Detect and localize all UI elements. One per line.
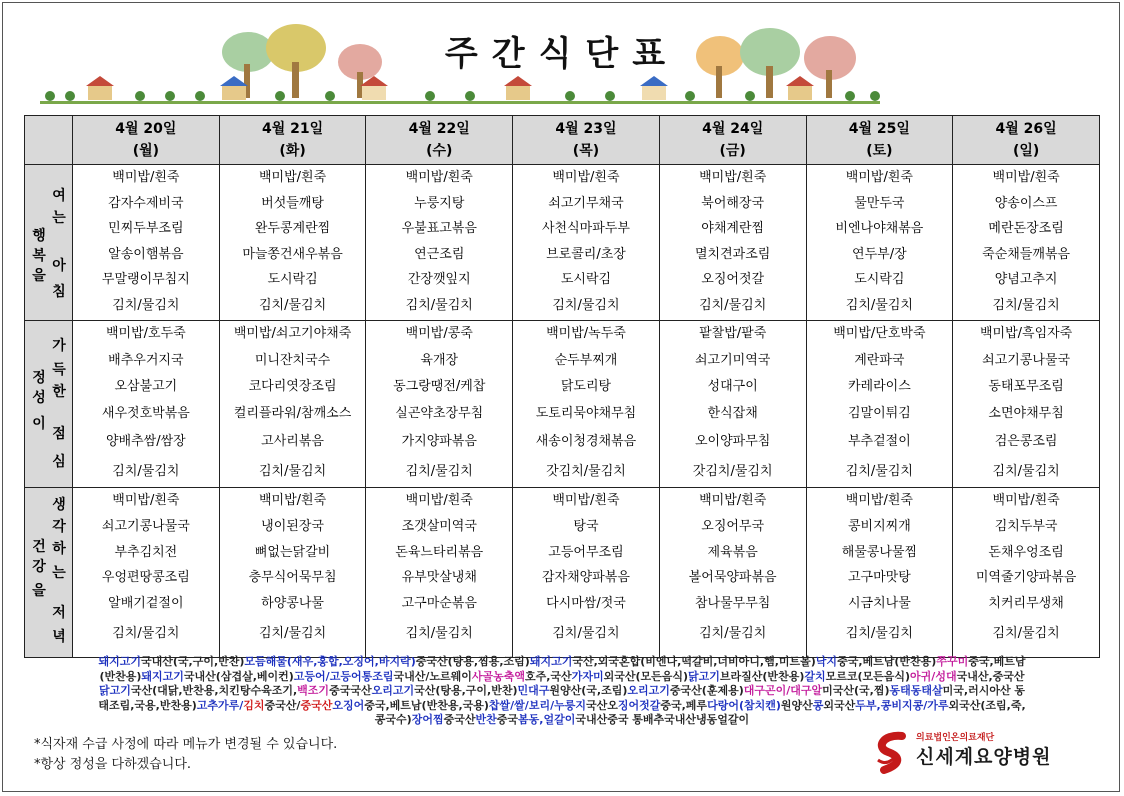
origin-segment: 국산(탕용,구이,반찬) (414, 684, 518, 697)
menu-cell: 백미밥/호두죽 배추우거지국 오삼불고기 새우젓호박볶음 양배추쌈/쌈장 김치/물김치 (73, 321, 220, 488)
menu-cell: 백미밥/흰죽 북어해장국 야채계란찜 멸치견과조림 오징어젓갈 김치/물김치 (659, 165, 806, 321)
origin-segment: 중국,베트남(반찬용) (837, 655, 937, 668)
day-header: 4월 22일 (수) (366, 116, 513, 165)
menu-cell: 백미밥/흰죽 김치두부국 돈채우엉조림 미역줄기양파볶음 치커리무생채 김치/물김치 (953, 488, 1100, 658)
origin-segment: 외국산(모든음식) (603, 669, 689, 683)
menu-cell: 백미밥/흑임자죽 쇠고기콩나물국 동태포무조림 소면야채무침 검은콩조림 김치/물김치 (953, 321, 1100, 488)
menu-cell: 백미밥/흰죽 탕국 고등어무조림 감자채양파볶음 다시마쌈/젓국 김치/물김치 (513, 488, 660, 658)
origin-segment: 쭈꾸미 (936, 655, 969, 668)
origin-segment: 장어찜 (411, 713, 444, 726)
day-header-row (25, 116, 1100, 165)
origin-segment: 닭고기 (688, 669, 720, 683)
origin-line (20, 699, 1104, 714)
breakfast-row (25, 165, 1100, 321)
hospital-logo-icon (872, 730, 912, 774)
origin-segment: 모듬해물(새우,홍합,오징어,바지락) (244, 655, 416, 668)
origin-segment: 콩국수) (374, 713, 412, 726)
lunch-row (25, 321, 1100, 488)
origin-segment: 찹쌀/쌀/보리/누룽지 (488, 698, 586, 712)
origin-segment: 반찬 (475, 713, 497, 726)
dinner-row (25, 488, 1100, 658)
menu-cell: 백미밥/흰죽 누룽지탕 우불표고볶음 연근조림 간장깻잎지 김치/물김치 (366, 165, 513, 321)
origin-segment: 미국산(국,찜) (822, 684, 890, 697)
origin-segment: 동태동태살 (889, 684, 943, 697)
origin-segment: 오리고기 (371, 684, 415, 697)
origin-line (20, 655, 1104, 670)
origin-segment: 국산,외국혼합(비엔나,떡갈비,너비아니,햄,미트볼) (572, 655, 816, 668)
origin-segment: 대구곤이/대구알 (743, 684, 823, 697)
day-header: 4월 20일 (월) (73, 116, 220, 165)
origin-segment: 중국산(훈제용) (669, 684, 744, 697)
menu-cell: 백미밥/흰죽 오징어무국 제육볶음 볼어묵양파볶음 참나물무무침 김치/물김치 (659, 488, 806, 658)
origin-segment: 모르코(모든음식) (825, 669, 911, 683)
origin-segment: 징어젓갈 (617, 698, 661, 712)
menu-cell: 백미밥/쇠고기야채죽 미니잔치국수 코다리엿장조림 컬리플라워/참깨소스 고사리볶음 김치/물김치 (219, 321, 366, 488)
day-header: 4월 23일 (목) (513, 116, 660, 165)
note-line: *식자재 수급 사정에 따라 메뉴가 변경될 수 있습니다. (34, 737, 338, 752)
menu-cell: 백미밥/콩죽 육개장 동그랑땡전/케찹 실곤약초장무침 가지양파볶음 김치/물김치 (366, 321, 513, 488)
origin-segment: 국내산(삼겹살,베이컨) (183, 669, 294, 683)
notes (34, 735, 337, 775)
origin-segment: 낙지 (815, 655, 838, 668)
origin-segment: 미국,러시아산 동 (942, 684, 1026, 697)
origin-segment: 김치 (243, 698, 265, 712)
origin-segment: 민대구 (517, 684, 550, 697)
weekly-menu-table (24, 115, 1100, 658)
origin-segment: 국산오 (585, 698, 618, 712)
origin-segment: 콩 (812, 698, 824, 712)
origin-segment: 중국산 (300, 698, 333, 712)
origin-info (20, 655, 1104, 728)
origin-segment: 돼지고기 (98, 655, 141, 668)
menu-cell: 백미밥/흰죽 조갯살미역국 돈육느타리볶음 유부맛살냉채 고구마순볶음 김치/물김치 (366, 488, 513, 658)
origin-segment: 중국,베트남(반찬용,국용) (364, 698, 489, 712)
origin-segment: 태조림,국용,반찬용) (98, 698, 197, 712)
origin-segment: 돼지고기 (529, 655, 573, 668)
day-header: 4월 25일 (토) (806, 116, 953, 165)
menu-cell: 백미밥/흰죽 냉이된장국 뼈없는닭갈비 충무식어묵무침 하양콩나물 김치/물김치 (219, 488, 366, 658)
origin-segment: 다랑어(참치캔) (707, 698, 781, 712)
origin-segment: 브라질산(반찬용) (719, 669, 805, 683)
origin-segment: 호주,국산 (525, 669, 572, 683)
origin-segment: 오리고기 (627, 684, 670, 697)
origin-segment: 돼지고기 (141, 669, 184, 683)
origin-segment: 중국국산 (329, 684, 372, 697)
origin-segment: 국내산/노르웨이 (393, 669, 472, 683)
page-title: 주간식단표 (444, 34, 680, 74)
hospital-logo (872, 730, 1062, 774)
origin-segment: 국내산(국,구이,반찬) (140, 655, 245, 668)
origin-segment: 갈치 (804, 669, 826, 683)
origin-segment: 오징어 (332, 698, 365, 712)
menu-cell: 백미밥/흰죽 쇠고기콩나물국 부추김치전 우엉편땅콩조림 알배기겉절이 김치/물김치 (73, 488, 220, 658)
menu-cell: 백미밥/녹두죽 순두부찌개 닭도리탕 도토리묵야채무침 새송이청경채볶음 갓김치/물김치 (513, 321, 660, 488)
origin-segment: 중국,베트남 (968, 655, 1026, 668)
origin-line (20, 670, 1104, 685)
origin-segment: 국내산중국 통배추국내산냉동얼갈이 (575, 713, 750, 726)
menu-cell: 백미밥/흰죽 양송이스프 메란돈장조림 죽순채들깨볶음 양념고추지 김치/물김치 (953, 165, 1100, 321)
origin-segment: 아귀/성대 (910, 669, 957, 683)
menu-cell: 팥찰밥/팥죽 쇠고기미역국 성대구이 한식잡채 오이양파무침 갓김치/물김치 (659, 321, 806, 488)
origin-segment: 백조기 (297, 684, 330, 697)
origin-segment: 봄동,얼갈이 (518, 713, 576, 726)
day-header: 4월 21일 (화) (219, 116, 366, 165)
origin-line (20, 713, 1104, 728)
origin-segment: 원양산(국,조림) (549, 684, 628, 697)
origin-segment: 두부,콩비지콩/가루 (855, 698, 949, 712)
menu-cell: 백미밥/흰죽 감자수제비국 민찌두부조림 알송이햄볶음 무말랭이무침지 김치/물김치 (73, 165, 220, 321)
note-line: *항상 정성을 다하겠습니다. (34, 757, 192, 772)
menu-cell: 백미밥/흰죽 쇠고기무채국 사천식마파두부 브로콜리/초장 도시락김 김치/물김치 (513, 165, 660, 321)
origin-segment: 국내산,중국산 (956, 669, 1025, 683)
origin-segment: 외국산(조림,죽, (948, 698, 1026, 712)
meal-label-breakfast: 행 복 을 여 는 아 침 (25, 165, 73, 321)
origin-segment: (반찬용) (99, 669, 142, 683)
hospital-org: 의료법인온의료재단 (916, 733, 995, 743)
origin-segment: 중국,페루 (660, 698, 708, 712)
day-header: 4월 24일 (금) (659, 116, 806, 165)
origin-segment: 고등어/고등어통조림 (293, 669, 394, 683)
origin-segment: 중국산(탕용,찜용,조림) (415, 655, 530, 668)
origin-segment: 국산(대닭,반찬용,치킨탕수육조기, (130, 684, 298, 697)
day-header: 4월 26일 (일) (953, 116, 1100, 165)
menu-cell: 백미밥/흰죽 물만두국 비엔나야채볶음 연두부/장 도시락김 김치/물김치 (806, 165, 953, 321)
origin-line (20, 684, 1104, 699)
origin-segment: 중국산/ (264, 698, 301, 712)
menu-cell: 백미밥/흰죽 콩비지찌개 해물콩나물찜 고구마맛탕 시금치나물 김치/물김치 (806, 488, 953, 658)
origin-segment: 중국 (496, 713, 519, 726)
origin-segment: 닭고기 (98, 684, 131, 697)
origin-segment: 중국산 (443, 713, 476, 726)
origin-segment: 가자미 (571, 669, 604, 683)
origin-segment: 외국산 (823, 698, 856, 712)
menu-cell: 백미밥/단호박죽 계란파국 카레라이스 김말이튀김 부추겉절이 김치/물김치 (806, 321, 953, 488)
hospital-name: 신세계요양병원 (916, 746, 1052, 768)
origin-segment: 고추가루/ (196, 698, 244, 712)
header-corner (25, 116, 73, 165)
menu-cell: 백미밥/흰죽 버섯들깨탕 완두콩계란찜 마늘쫑건새우볶음 도시락김 김치/물김치 (219, 165, 366, 321)
origin-segment: 원양산 (780, 698, 813, 712)
meal-label-dinner: 건 강 을 생 각 하 는 저 녁 (25, 488, 73, 658)
origin-segment: 사골농축액 (471, 669, 525, 683)
meal-label-lunch: 정 성 이 가 득 한 점 심 (25, 321, 73, 488)
